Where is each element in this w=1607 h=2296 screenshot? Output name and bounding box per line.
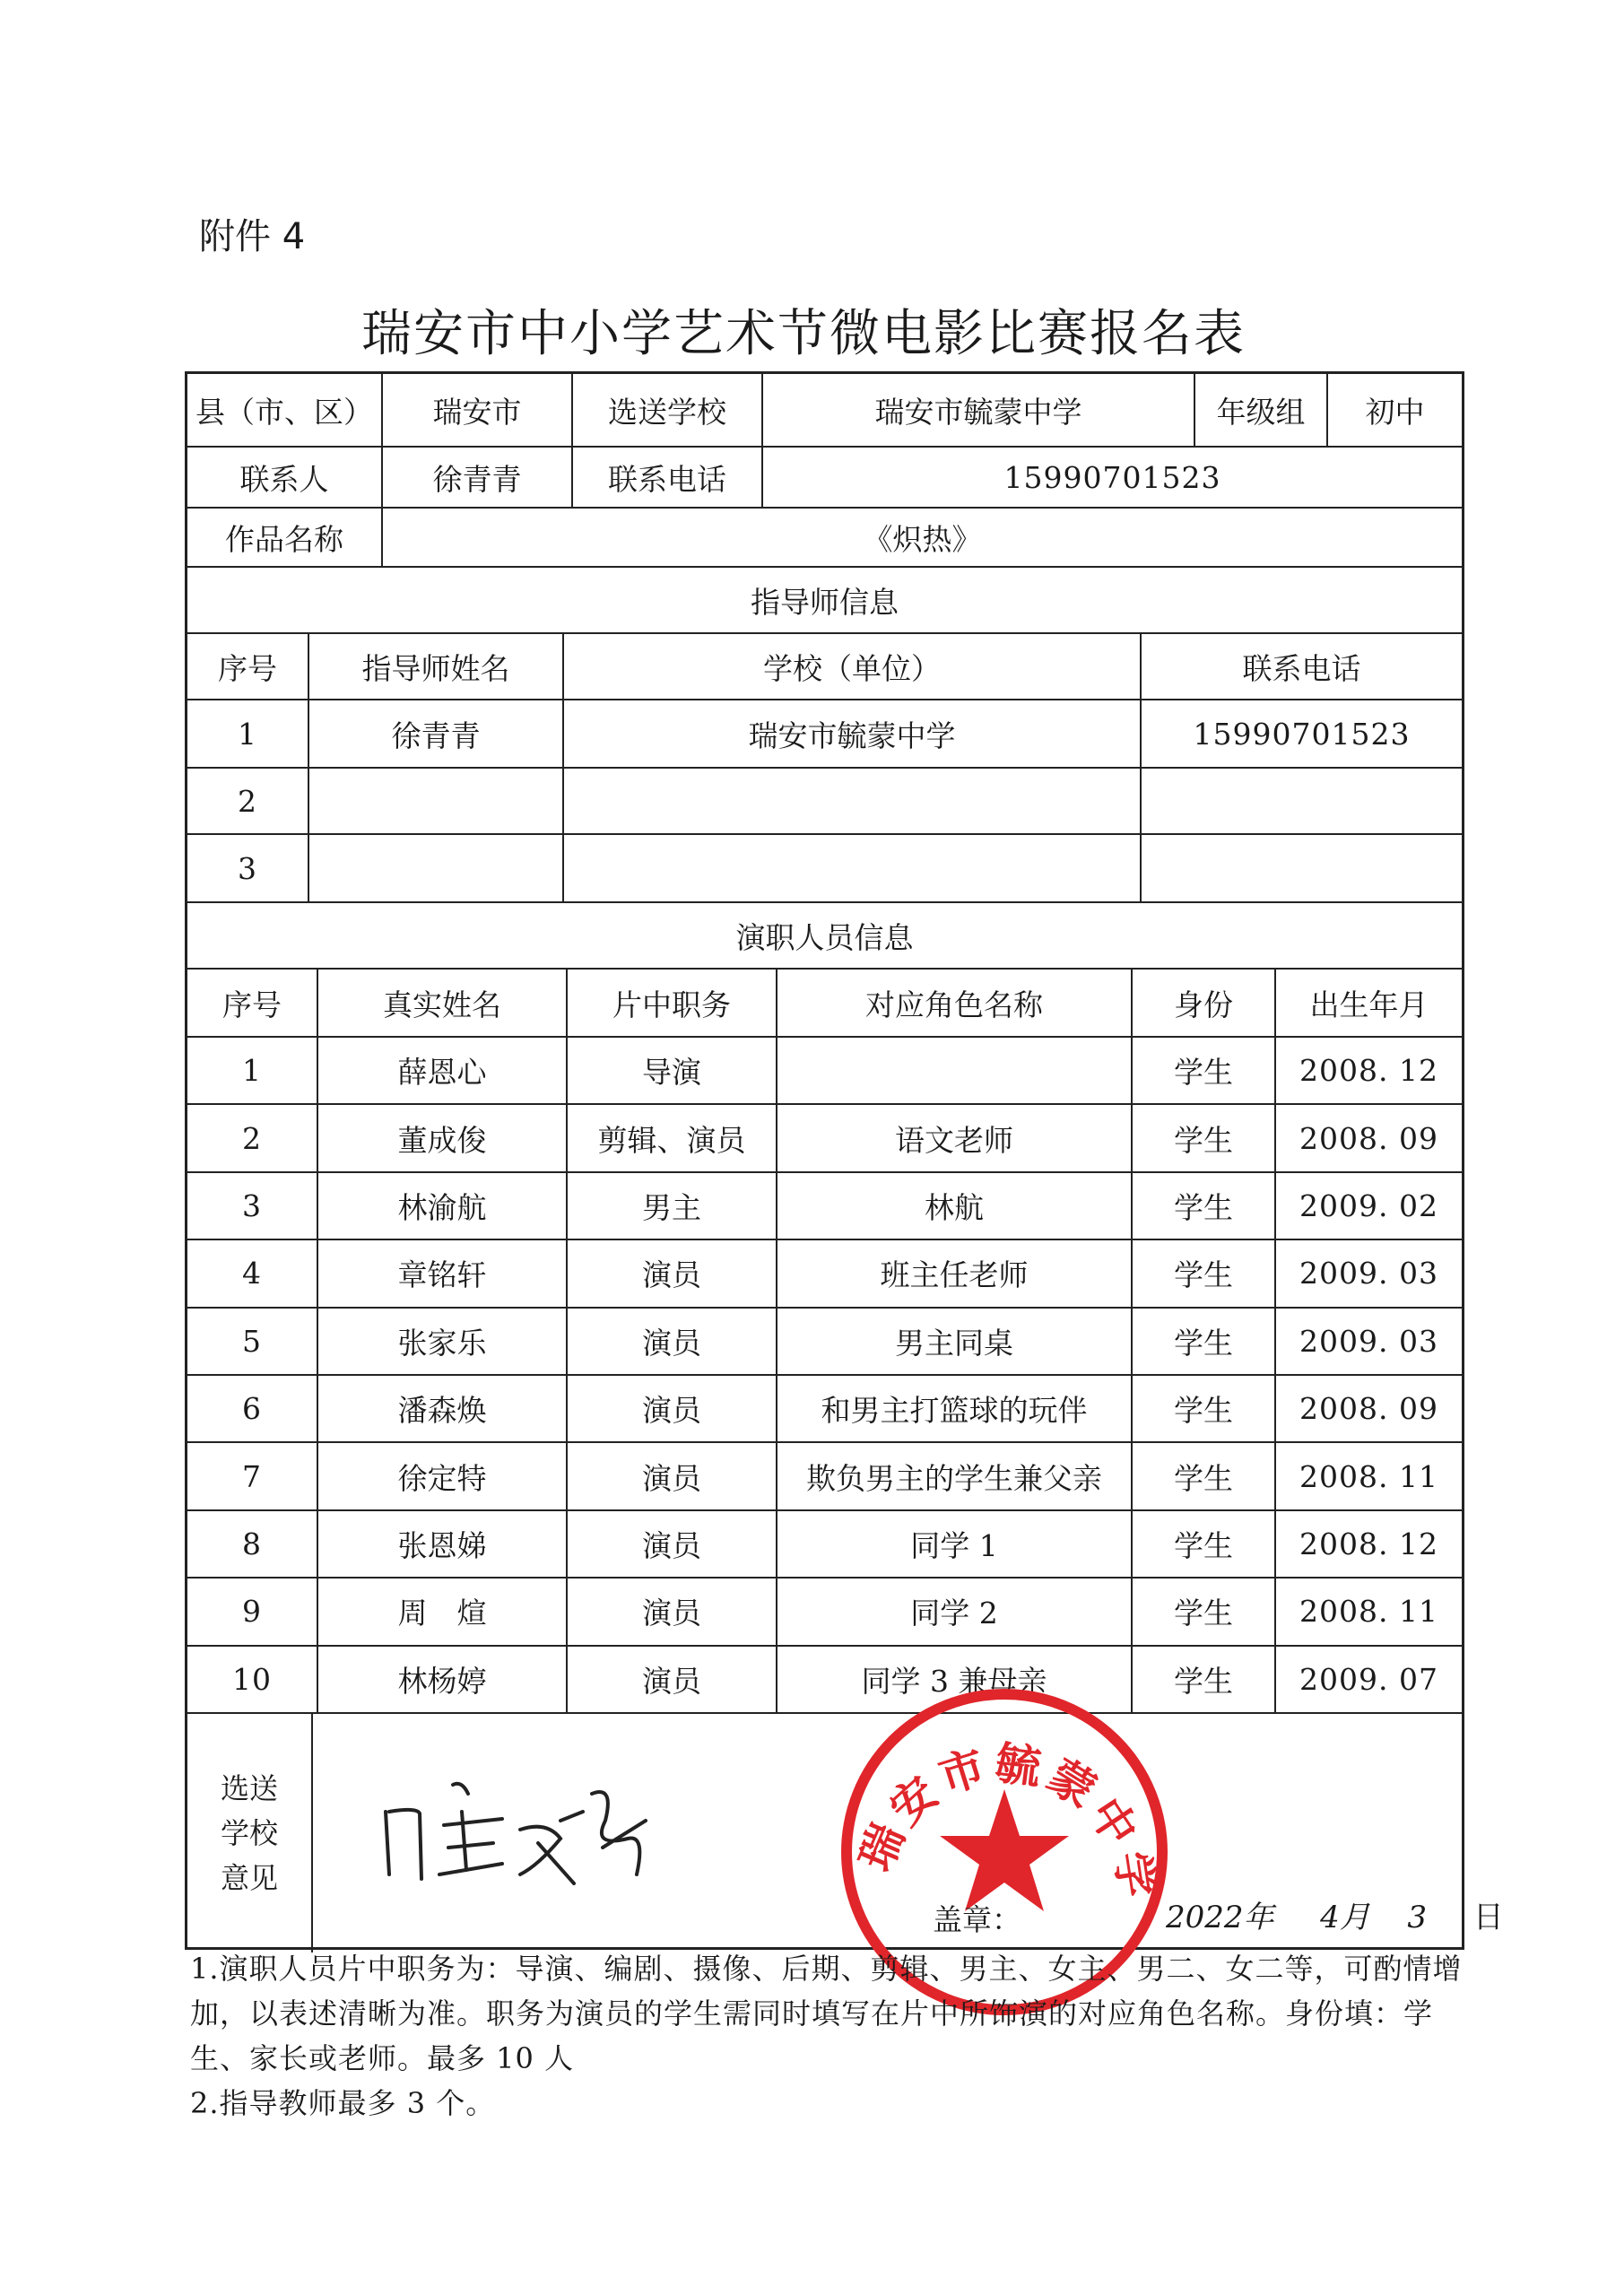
principal-signature [368, 1758, 664, 1901]
mentor-phone: 15990701523 [1193, 716, 1411, 752]
cast-identity: 学生 [1133, 1647, 1276, 1712]
date-day: 3 [1407, 1900, 1428, 1935]
cast-name: 董成俊 [318, 1105, 568, 1170]
mentor-phone [1142, 835, 1462, 901]
mentor-header [187, 634, 1462, 700]
cast-name: 林杨婷 [318, 1647, 568, 1712]
cast-row [187, 1173, 1462, 1240]
mentor-row [187, 769, 1462, 835]
opinion-label-line: 学校 [220, 1816, 278, 1850]
mentor-row [187, 700, 1462, 769]
note-item: 1.演职人员片中职务为：导演、编剧、摄像、后期、剪辑、男主、女主、男二、女二等，可酌情增加，以表述清晰为准。职务为演员的学生需同时填写在片中所饰演的对应角色名称。身份填：学生、家长或老师。最多 10 人 [190, 1952, 1463, 2075]
cast-birth: 2009. 02 [1299, 1187, 1438, 1223]
school-value: 瑞安市毓蒙中学 [763, 374, 1195, 446]
cast-birth: 2009. 07 [1299, 1661, 1438, 1697]
seal-star-icon [940, 1789, 1069, 1911]
date-day-unit: 日 [1472, 1900, 1504, 1935]
seal-text: 瑞安市毓蒙中学 [849, 1736, 1165, 1906]
cast-birth: 2008. 12 [1299, 1526, 1438, 1561]
cast-duty: 导演 [568, 1038, 777, 1103]
cast-identity: 学生 [1133, 1105, 1276, 1170]
cast-birth: 2009. 03 [1299, 1256, 1438, 1292]
cast-role: 林航 [777, 1173, 1133, 1239]
cast-no: 7 [187, 1443, 318, 1509]
mentor-section-label: 指导师信息 [751, 584, 899, 620]
cast-duty: 演员 [568, 1240, 777, 1306]
cast-section-label: 演职人员信息 [735, 919, 914, 955]
cast-header-role: 对应角色名称 [777, 970, 1133, 1036]
mentor-no: 2 [187, 769, 309, 833]
mentor-school: 瑞安市毓蒙中学 [564, 700, 1142, 767]
cast-birth: 2008. 09 [1299, 1391, 1438, 1427]
cast-name: 潘森焕 [318, 1376, 568, 1441]
opinion-label [187, 1714, 313, 1952]
cast-row [187, 1647, 1462, 1714]
cast-role: 同学 3 兼母亲 [777, 1647, 1133, 1712]
cast-identity: 学生 [1133, 1376, 1276, 1441]
cast-row [187, 1376, 1462, 1443]
cast-name: 薛恩心 [318, 1038, 568, 1103]
cast-birth: 2008. 12 [1299, 1053, 1438, 1089]
cast-section-title [187, 903, 1462, 970]
row-work [187, 509, 1462, 568]
cast-duty: 演员 [568, 1511, 777, 1577]
cast-header-no: 序号 [187, 970, 318, 1036]
cast-birth: 2008. 11 [1299, 1458, 1438, 1494]
cast-name: 张家乐 [318, 1309, 568, 1374]
cast-no: 10 [187, 1647, 318, 1712]
cast-role: 男主同桌 [777, 1309, 1133, 1374]
work-value: 《炽热》 [863, 521, 982, 557]
mentor-section-title [187, 568, 1462, 634]
cast-duty: 男主 [568, 1173, 777, 1239]
work-label: 作品名称 [187, 509, 383, 566]
cast-role: 语文老师 [777, 1105, 1133, 1170]
mentor-header-school: 学校（单位） [564, 634, 1142, 699]
cast-header-identity: 身份 [1133, 970, 1276, 1036]
form-notes [190, 1946, 1464, 2126]
phone-label: 联系电话 [573, 448, 763, 507]
cast-role: 同学 2 [777, 1578, 1133, 1644]
cast-identity: 学生 [1133, 1173, 1276, 1239]
sign-date [1166, 1892, 1504, 1936]
mentor-no: 3 [187, 835, 309, 901]
row-basic-1 [187, 374, 1462, 448]
cast-name: 章铭轩 [318, 1240, 568, 1306]
cast-no: 3 [187, 1173, 318, 1239]
mentor-no: 1 [187, 700, 309, 767]
cast-no: 9 [187, 1578, 318, 1644]
cast-no: 1 [187, 1038, 318, 1103]
cast-identity: 学生 [1133, 1309, 1276, 1374]
mentor-header-phone: 联系电话 [1242, 650, 1361, 686]
cast-role: 和男主打篮球的玩伴 [777, 1376, 1133, 1441]
cast-role [777, 1038, 1133, 1103]
cast-duty: 演员 [568, 1309, 777, 1374]
opinion-label-line: 意见 [220, 1861, 278, 1895]
cast-duty: 演员 [568, 1376, 777, 1441]
cast-duty: 演员 [568, 1443, 777, 1509]
county-label: 县（市、区） [187, 374, 383, 446]
cast-duty: 剪辑、演员 [568, 1105, 777, 1170]
cast-identity: 学生 [1133, 1038, 1276, 1103]
cast-identity: 学生 [1133, 1511, 1276, 1577]
grade-value: 初中 [1365, 394, 1425, 430]
cast-birth: 2009. 03 [1299, 1323, 1438, 1359]
cast-row [187, 1240, 1462, 1308]
cast-role: 欺负男主的学生兼父亲 [777, 1443, 1133, 1509]
annex-label: 附件 4 [199, 216, 306, 257]
cast-name: 林渝航 [318, 1173, 568, 1239]
seal-label: 盖章： [933, 1902, 1021, 1937]
mentor-school [564, 769, 1142, 833]
cast-no: 8 [187, 1511, 318, 1577]
mentor-name [309, 769, 564, 833]
cast-row [187, 1309, 1462, 1376]
contact-label: 联系人 [187, 448, 383, 507]
page-title: 瑞安市中小学艺术节微电影比赛报名表 [361, 305, 1246, 363]
phone-value: 15990701523 [1003, 459, 1221, 495]
row-basic-2 [187, 448, 1462, 509]
cast-row [187, 1105, 1462, 1172]
contact-value: 徐青青 [383, 448, 573, 507]
cast-duty: 演员 [568, 1578, 777, 1644]
cast-no: 5 [187, 1309, 318, 1374]
cast-identity: 学生 [1133, 1240, 1276, 1306]
mentor-phone [1142, 769, 1462, 833]
mentor-name: 徐青青 [309, 700, 564, 767]
cast-row [187, 1443, 1462, 1510]
mentor-school [564, 835, 1142, 901]
cast-no: 2 [187, 1105, 318, 1170]
cast-no: 4 [187, 1240, 318, 1306]
cast-birth: 2008. 11 [1299, 1594, 1438, 1630]
cast-header [187, 970, 1462, 1038]
cast-role: 同学 1 [777, 1511, 1133, 1577]
mentor-header-name: 指导师姓名 [309, 634, 564, 699]
school-label: 选送学校 [573, 374, 763, 446]
registration-form [185, 371, 1464, 1950]
date-year: 2022年 [1166, 1900, 1274, 1935]
mentor-header-no: 序号 [187, 634, 309, 699]
cast-name: 周 煊 [318, 1578, 568, 1644]
mentor-row [187, 835, 1462, 903]
note-item: 2.指导教师最多 3 个。 [190, 2086, 496, 2120]
cast-birth: 2008. 09 [1299, 1120, 1438, 1156]
cast-row [187, 1578, 1462, 1646]
cast-header-name: 真实姓名 [318, 970, 568, 1036]
cast-duty: 演员 [568, 1647, 777, 1712]
cast-no: 6 [187, 1376, 318, 1441]
date-month: 4月 [1320, 1900, 1370, 1935]
cast-identity: 学生 [1133, 1578, 1276, 1644]
grade-label: 年级组 [1195, 374, 1328, 446]
cast-row [187, 1511, 1462, 1578]
cast-header-birth: 出生年月 [1309, 987, 1429, 1022]
cast-identity: 学生 [1133, 1443, 1276, 1509]
cast-role: 班主任老师 [777, 1240, 1133, 1306]
cast-row [187, 1038, 1462, 1105]
county-value: 瑞安市 [383, 374, 573, 446]
cast-name: 张恩娣 [318, 1511, 568, 1577]
mentor-name [309, 835, 564, 901]
cast-header-duty: 片中职务 [568, 970, 777, 1036]
opinion-label-line: 选送 [220, 1771, 278, 1805]
cast-name: 徐定特 [318, 1443, 568, 1509]
